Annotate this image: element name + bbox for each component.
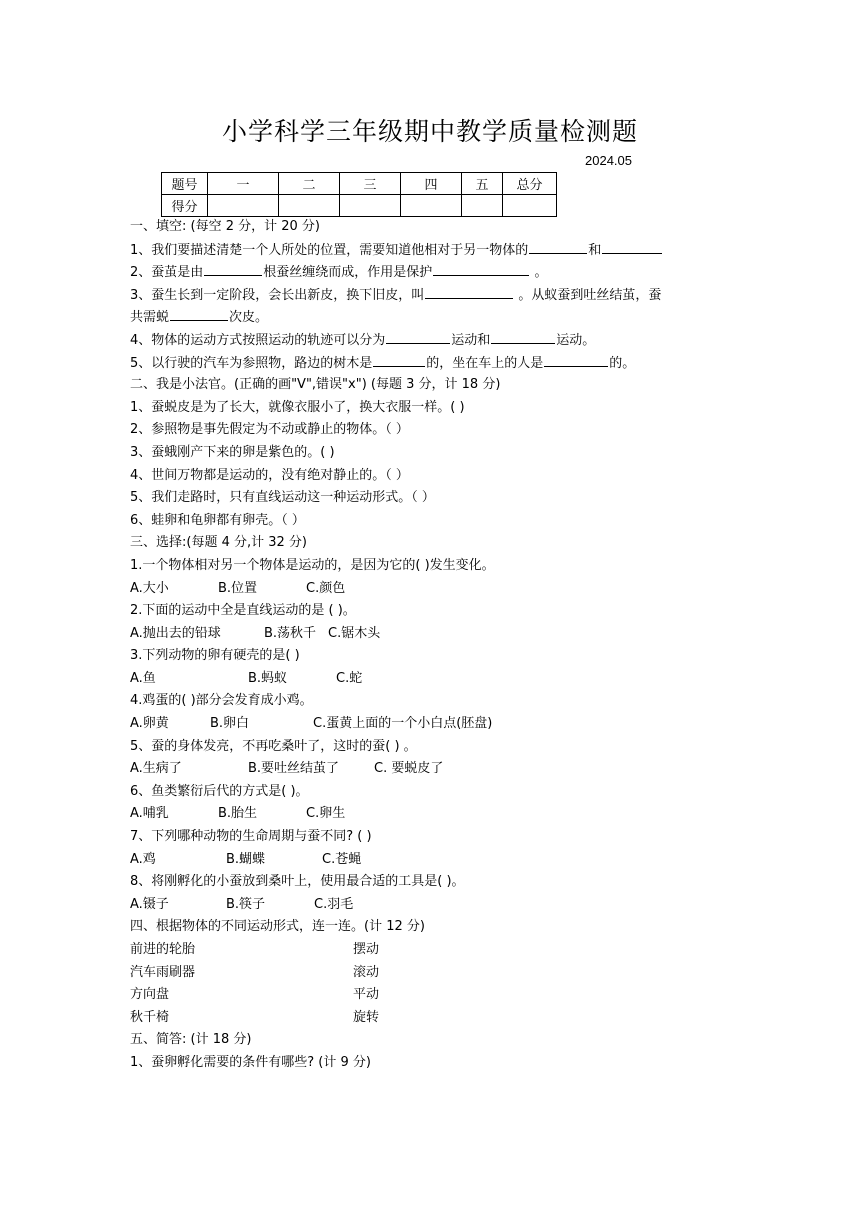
choice-options bbox=[130, 758, 735, 781]
fill-question-2 bbox=[130, 261, 735, 284]
option-c[interactable]: C.苍蝇 bbox=[322, 851, 362, 867]
fill-question-1 bbox=[130, 239, 735, 262]
section5-heading: 五、简答: (计 18 分) bbox=[130, 1032, 252, 1048]
answer-blank[interactable] bbox=[491, 329, 555, 344]
question-text: 3、蚕生长到一定阶段，会长出新皮，换下旧皮，叫 bbox=[130, 287, 425, 303]
score-cell[interactable] bbox=[279, 195, 340, 217]
match-left-item[interactable]: 汽车雨刷器 bbox=[130, 964, 196, 980]
choice-options bbox=[130, 578, 735, 601]
option-c[interactable]: C.羽毛 bbox=[314, 896, 354, 912]
choice-question: 7、下列哪种动物的生命周期与蚕不同? ( ) bbox=[130, 829, 372, 845]
score-header-cell: 四 bbox=[401, 173, 462, 195]
question-text: 1、我们要描述清楚一个人所处的位置，需要知道他相对于另一物体的 bbox=[130, 242, 529, 258]
question-text: 共需蜕 bbox=[130, 310, 170, 326]
score-header-cell: 一 bbox=[208, 173, 279, 195]
question-text: 的。 bbox=[609, 355, 636, 371]
option-a[interactable]: A.抛出去的铅球 bbox=[130, 625, 221, 641]
answer-blank[interactable] bbox=[204, 261, 262, 276]
answer-blank[interactable] bbox=[386, 329, 450, 344]
option-b[interactable]: B.胎生 bbox=[218, 806, 258, 822]
question-text: 5、以行驶的汽车为参照物，路边的树木是 bbox=[130, 355, 373, 371]
match-left-item[interactable]: 秋千椅 bbox=[130, 1009, 170, 1025]
match-left-item[interactable]: 前进的轮胎 bbox=[130, 942, 196, 957]
fill-question-3-cont bbox=[130, 306, 735, 329]
option-a[interactable]: A.鱼 bbox=[130, 670, 156, 686]
option-c[interactable]: C.锯木头 bbox=[328, 625, 381, 641]
choice-options bbox=[130, 713, 735, 736]
question-text: 根蚕丝缠绕而成，作用是保护 bbox=[263, 265, 433, 281]
judge-item: 2、参照物是事先假定为不动或静止的物体。（ ） bbox=[130, 422, 409, 438]
answer-blank[interactable] bbox=[544, 352, 608, 367]
score-header-cell: 五 bbox=[462, 173, 503, 195]
score-cell[interactable] bbox=[401, 195, 462, 217]
score-row-label: 得分 bbox=[162, 195, 208, 217]
score-cell[interactable] bbox=[462, 195, 503, 217]
score-header-cell: 二 bbox=[279, 173, 340, 195]
answer-blank[interactable] bbox=[433, 261, 529, 276]
option-b[interactable]: B.筷子 bbox=[226, 896, 266, 912]
option-b[interactable]: B.蝴蝶 bbox=[226, 851, 266, 867]
question-text: 运动。 bbox=[556, 332, 596, 348]
page-title: 小学科学三年级期中教学质量检测题 bbox=[221, 117, 638, 146]
match-row bbox=[130, 939, 735, 962]
score-cell[interactable] bbox=[208, 195, 279, 217]
match-right-item[interactable]: 平动 bbox=[353, 987, 380, 1003]
answer-blank[interactable] bbox=[425, 284, 513, 299]
option-a[interactable]: A.鸡 bbox=[130, 851, 156, 867]
judge-item: 3、蚕蛾刚产下来的卵是紫色的。( ) bbox=[130, 444, 335, 460]
question-text: 。 bbox=[534, 265, 548, 281]
option-c[interactable]: C. 要蜕皮了 bbox=[374, 761, 444, 777]
match-right-item[interactable]: 滚动 bbox=[353, 964, 380, 980]
score-table bbox=[161, 172, 557, 217]
choice-question: 4.鸡蛋的( )部分会发育成小鸡。 bbox=[130, 693, 313, 709]
score-header-cell: 总分 bbox=[503, 173, 557, 195]
fill-question-4 bbox=[130, 329, 735, 352]
section2-heading: 二、我是小法官。(正确的画"V",错误"x") (每题 3 分，计 18 分) bbox=[130, 377, 501, 393]
option-a[interactable]: A.大小 bbox=[130, 580, 169, 596]
match-left-item[interactable]: 方向盘 bbox=[130, 987, 170, 1003]
score-table-header-row bbox=[162, 173, 557, 195]
option-c[interactable]: C.卵生 bbox=[306, 806, 346, 822]
option-b[interactable]: B.荡秋千 bbox=[264, 625, 317, 641]
option-c[interactable]: C.颜色 bbox=[306, 580, 346, 596]
choice-options bbox=[130, 803, 735, 826]
question-text: 。从蚁蚕到吐丝结茧，蚕 bbox=[518, 287, 662, 303]
score-cell[interactable] bbox=[503, 195, 557, 217]
question-text: 2、蚕茧是由 bbox=[130, 265, 204, 281]
match-row bbox=[130, 962, 735, 985]
choice-question: 1.一个物体相对另一个物体是运动的，是因为它的( )发生变化。 bbox=[130, 557, 495, 573]
choice-question: 5、蚕的身体发亮，不再吃桑叶了，这时的蚕( ) 。 bbox=[130, 738, 417, 754]
option-b[interactable]: B.蚂蚁 bbox=[248, 670, 288, 686]
match-row bbox=[130, 1007, 735, 1030]
judge-item: 5、我们走路时，只有直线运动这一种运动形式。（ ） bbox=[130, 490, 435, 506]
judge-item: 1、蚕蜕皮是为了长大，就像衣服小了，换大衣服一样。( ) bbox=[130, 399, 465, 415]
section4-heading: 四、根据物体的不同运动形式，连一连。(计 12 分) bbox=[130, 919, 425, 935]
judge-item: 6、蛙卵和龟卵都有卵壳。（ ） bbox=[130, 512, 305, 528]
fill-question-5 bbox=[130, 352, 735, 375]
option-a[interactable]: A.卵黄 bbox=[130, 716, 169, 732]
exam-content bbox=[130, 216, 735, 1075]
match-right-item[interactable]: 摆动 bbox=[353, 942, 380, 957]
option-a[interactable]: A.哺乳 bbox=[130, 806, 169, 822]
answer-blank[interactable] bbox=[602, 239, 662, 254]
choice-question: 3.下列动物的卵有硬壳的是( ) bbox=[130, 648, 300, 664]
match-right-item[interactable]: 旋转 bbox=[353, 1009, 380, 1025]
score-header-cell: 三 bbox=[340, 173, 401, 195]
answer-blank[interactable] bbox=[170, 306, 228, 321]
question-text: 运动和 bbox=[451, 332, 491, 348]
choice-options bbox=[130, 894, 735, 917]
option-c[interactable]: C.蛇 bbox=[336, 670, 363, 686]
option-b[interactable]: B.卵白 bbox=[210, 716, 250, 732]
section3-heading: 三、选择:(每题 4 分,计 32 分) bbox=[130, 535, 307, 551]
question-text: 的，坐在车上的人是 bbox=[426, 355, 544, 371]
question-text: 4、物体的运动方式按照运动的轨迹可以分为 bbox=[130, 332, 386, 348]
question-text: 和 bbox=[588, 242, 602, 258]
choice-question: 2.下面的运动中全是直线运动的是 ( )。 bbox=[130, 603, 356, 619]
score-table-score-row bbox=[162, 195, 557, 217]
option-b[interactable]: B.要吐丝结茧了 bbox=[248, 761, 340, 777]
choice-options bbox=[130, 623, 735, 646]
score-header-cell: 题号 bbox=[162, 173, 208, 195]
option-b[interactable]: B.位置 bbox=[218, 580, 258, 596]
match-row bbox=[130, 984, 735, 1007]
short-answer-question: 1、蚕卵孵化需要的条件有哪些? (计 9 分) bbox=[130, 1054, 371, 1070]
choice-options bbox=[130, 668, 735, 691]
choice-question: 8、将刚孵化的小蚕放到桑叶上，使用最合适的工具是( )。 bbox=[130, 874, 465, 890]
option-a[interactable]: A.生病了 bbox=[130, 761, 182, 777]
fill-question-3 bbox=[130, 284, 735, 307]
option-c[interactable]: C.蛋黄上面的一个小白点(胚盘) bbox=[313, 716, 493, 732]
judge-item: 4、世间万物都是运动的，没有绝对静止的。（ ） bbox=[130, 467, 409, 483]
answer-blank[interactable] bbox=[529, 239, 587, 254]
section1-heading: 一、填空: (每空 2 分，计 20 分) bbox=[130, 219, 320, 234]
exam-date: 2024.05 bbox=[585, 153, 632, 168]
answer-blank[interactable] bbox=[373, 352, 425, 367]
option-a[interactable]: A.镊子 bbox=[130, 896, 169, 912]
question-text: 次皮。 bbox=[229, 310, 269, 326]
choice-options bbox=[130, 849, 735, 872]
score-cell[interactable] bbox=[340, 195, 401, 217]
choice-question: 6、鱼类繁衍后代的方式是( )。 bbox=[130, 783, 309, 799]
